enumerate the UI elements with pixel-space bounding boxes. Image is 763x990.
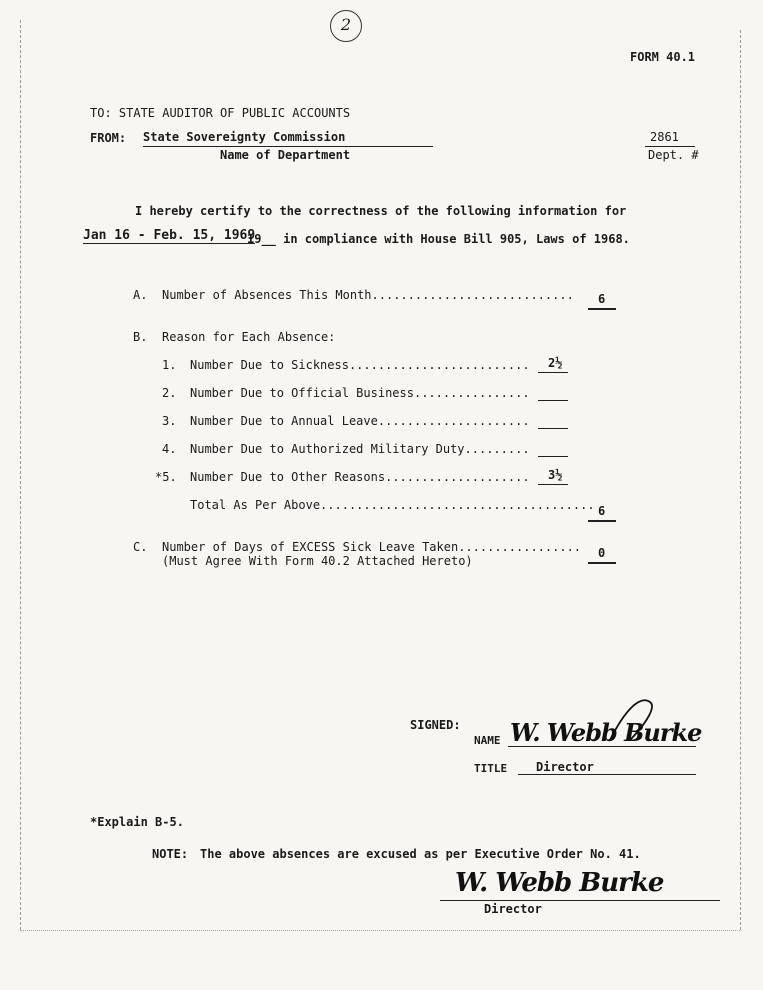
reason-5-value: 3½	[548, 468, 563, 482]
compliance-text: 19__ in compliance with House Bill 905, Laws of 1968.	[247, 232, 630, 246]
certify-text: I hereby certify to the correctness of the following information for	[135, 204, 627, 218]
item-a-text: Number of Absences This Month............................	[162, 288, 574, 302]
name-label: NAME	[474, 734, 501, 747]
director-underline	[440, 900, 720, 901]
department-underline	[143, 146, 433, 147]
left-margin-line	[20, 20, 21, 930]
department-caption: Name of Department	[220, 148, 351, 162]
reason-1-value: 2½	[548, 356, 563, 370]
title-label: TITLE	[474, 762, 508, 775]
reason-2-num: 2.	[162, 386, 177, 400]
item-a-blank	[588, 308, 616, 310]
title-value: Director	[536, 760, 594, 774]
signed-label: SIGNED:	[410, 718, 461, 732]
name-signature: W. Webb Burke	[510, 718, 702, 747]
director-caption: Director	[484, 902, 542, 916]
reason-2-text: Number Due to Official Business................	[190, 386, 530, 400]
item-c-value: 0	[598, 546, 606, 560]
reason-3-blank	[538, 428, 568, 429]
item-b-text: Reason for Each Absence:	[162, 330, 336, 344]
right-margin-line	[740, 30, 741, 930]
reason-2-blank	[538, 400, 568, 401]
reason-1-text: Number Due to Sickness.........................	[190, 358, 530, 372]
page-number-text: 2	[340, 15, 352, 34]
dept-number: 2861	[650, 130, 679, 144]
total-value: 6	[598, 504, 606, 518]
reason-4-num: 4.	[162, 442, 177, 456]
item-a-value: 6	[598, 292, 606, 306]
total-text: Total As Per Above......................................	[190, 498, 595, 512]
from-label: FROM:	[90, 131, 127, 145]
signature-flourish-icon	[600, 690, 660, 750]
reason-5-num: *5.	[155, 470, 177, 484]
reason-1-num: 1.	[162, 358, 177, 372]
dept-number-underline	[645, 146, 695, 147]
form-number: FORM 40.1	[630, 50, 696, 64]
total-blank	[588, 520, 616, 522]
department-name-text: State Sovereignty Commission	[143, 130, 346, 144]
item-b-label: B.	[133, 330, 148, 344]
bottom-edge-line	[20, 930, 740, 931]
reason-5-blank	[538, 484, 568, 485]
department-name	[143, 130, 433, 144]
page-number-mark	[330, 10, 362, 42]
reason-4-blank	[538, 456, 568, 457]
item-c-text: Number of Days of EXCESS Sick Leave Taken.................	[162, 540, 582, 554]
to-line: TO: STATE AUDITOR OF PUBLIC ACCOUNTS	[90, 106, 351, 120]
dept-caption: Dept. #	[648, 148, 699, 162]
reason-4-text: Number Due to Authorized Military Duty.........	[190, 442, 530, 456]
note-text: The above absences are excused as per Executive Order No. 41.	[200, 847, 641, 861]
period-text: Jan 16 - Feb. 15, 1969	[83, 228, 256, 243]
reason-3-num: 3.	[162, 414, 177, 428]
period	[83, 228, 255, 243]
item-c-blank	[588, 562, 616, 564]
item-c-label: C.	[133, 540, 148, 554]
explain-note: *Explain B-5.	[90, 815, 184, 829]
director-signature: W. Webb Burke	[455, 868, 664, 898]
note-label: NOTE:	[152, 847, 189, 861]
item-c-text2: (Must Agree With Form 40.2 Attached Hereto)	[162, 554, 473, 568]
item-a-label: A.	[133, 288, 148, 302]
reason-1-blank	[538, 372, 568, 373]
reason-5-text: Number Due to Other Reasons....................	[190, 470, 530, 484]
reason-3-text: Number Due to Annual Leave.....................	[190, 414, 530, 428]
title-underline	[518, 774, 696, 775]
